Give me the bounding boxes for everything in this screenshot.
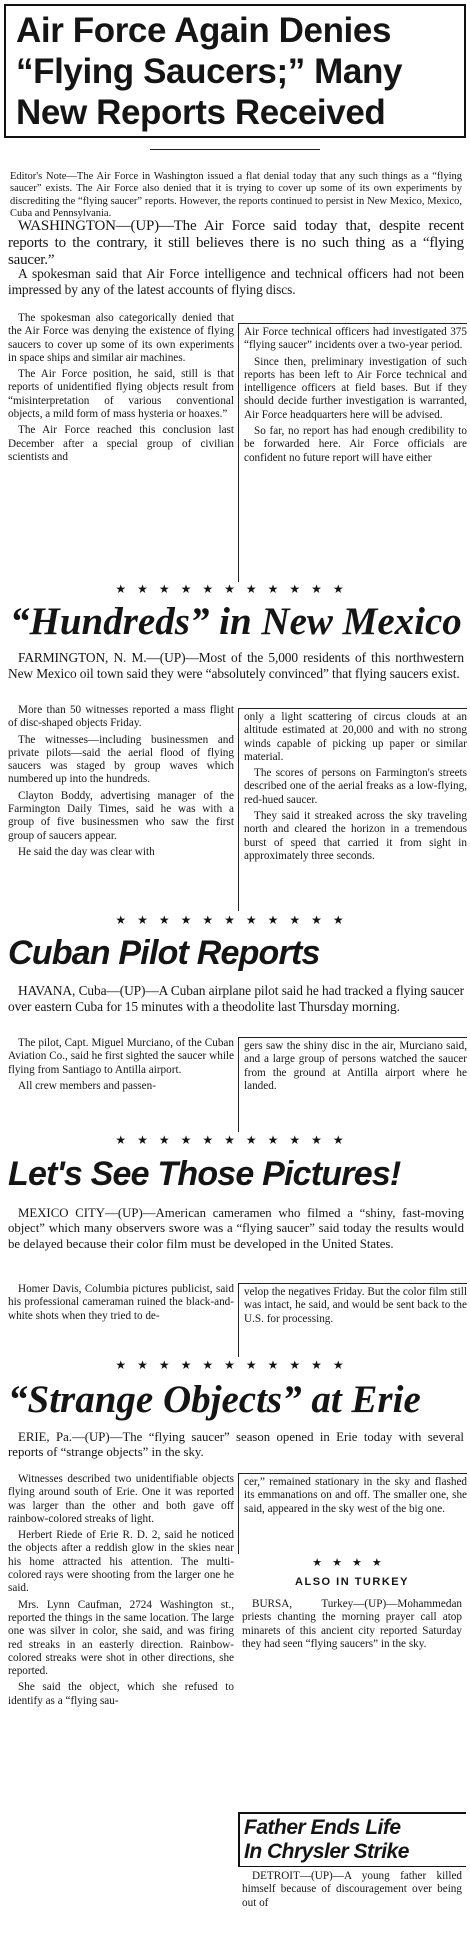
farmington-lead-para: FARMINGTON, N. M.—(UP)—Most of the 5,000 residents of this northwestern New Mexico oil town said they were “absolutely convinced” that flying saucers exist. <box>8 650 464 681</box>
article-paragraph: The Air Force position, he said, still is that reports of unidentified flying objects result from “misinterpretation of various conventional objects, a mild form of mass hysteria or hoaxes.” <box>8 368 234 421</box>
washington-right-column <box>238 323 467 582</box>
article-paragraph: Mrs. Lynn Caufman, 2724 Washington st., reported the things in the same location. The large one was silver in color, she said, and was firing red streaks in an easterly direction. Rainbow-colored streaks were shot in other directions, she reported. <box>8 1598 234 1678</box>
main-headline-line-3: New Reports Received <box>16 93 386 132</box>
article-paragraph: velop the negatives Friday. But the color film still was intact, he said, and would be sent back to the U.S. for processing. <box>244 1286 467 1325</box>
detroit-column <box>242 1870 462 1942</box>
article-paragraph: So far, no report has had enough credibility to be forwarded here. Air Force officials are confident no future report will have either <box>244 425 467 464</box>
article-paragraph: They said it streaked across the sky traveling north and cleared the horizon in a tremendous burst of speed that carried it from sight in approximately three seconds. <box>244 810 467 862</box>
washington-lead-para-2: A spokesman said that Air Force intelligence and technical officers had not been impressed by any of the latest accounts of flying discs. <box>8 266 464 297</box>
article-paragraph: BURSA, Turkey—(UP)—Mohammedan priests chanting the morning prayer call atop minarets of this ancient city reported Saturday they had seen “flying saucers” in the sky. <box>242 1598 462 1650</box>
havana-lead <box>8 983 464 1015</box>
main-headline-line-1: Air Force Again Denies <box>16 11 392 50</box>
article-paragraph: The witnesses—including businessmen and private pilots—said the aerial flood of flying saucers was staged by group waves which numbered up into the hundreds. <box>8 733 234 786</box>
erie-left-column <box>8 1473 234 1942</box>
detroit-headline-line-2: In Chrysler Strike <box>244 1840 409 1863</box>
article-paragraph: The pilot, Capt. Miguel Murciano, of the Cuban Aviation Co., said he first sighted the saucer while flying from Santiago to Antilla airport. <box>8 1037 234 1076</box>
havana-left-column <box>8 1037 234 1130</box>
washington-lead-para-1: WASHINGTON—(UP)—The Air Force said today that, despite recent reports to the contrary, it still believes there is no such thing as a “flying saucer.” <box>8 218 464 268</box>
mini-star-divider: ★★★★ <box>312 1556 392 1569</box>
article-paragraph: Since then, preliminary investigation of such reports has been left to Air Force technical and intelligence officers at field bases. But if they should decide further investigation is warranted, Air Force headquarters here will be advised. <box>244 355 467 421</box>
editors-note: Editor's Note—The Air Force in Washington issued a flat denial today that any such things as a “flying saucer” exists. The Air Force also denied that it is trying to cover up some of its own experiments by discrediting the “flying saucer” reports. However, the reports continued to persist in New Mexico, Mexico, Cuba and Pennsylvania. <box>10 170 462 220</box>
washington-lead-2 <box>8 266 464 298</box>
article-paragraph: He said the day was clear with <box>18 845 155 858</box>
article-paragraph: She said the object, which she refused to identify as a “flying sau- <box>8 1681 234 1707</box>
havana-right-column <box>238 1037 467 1132</box>
cuban-pilot-headline: Cuban Pilot Reports <box>8 934 320 972</box>
article-paragraph: Witnesses described two unidentifiable objects flying around south of Erie. One it was reported was larger than the other and both gave off rainbow-colored streaks of light. <box>8 1473 234 1525</box>
article-paragraph: cer,” remained stationary in the sky and flashed its emmanations on and off. The smaller one, she said, appeared in the sky west of the big one. <box>244 1476 467 1515</box>
new-mexico-headline: “Hundreds” in New Mexico <box>10 600 462 643</box>
star-divider: ★★★★★★★★★★★ <box>115 582 355 596</box>
farmington-lead <box>8 650 464 682</box>
main-headline <box>16 10 454 133</box>
article-paragraph: only a light scattering of circus clouds at an altitude estimated at 20,000 and with no strong winds capable of picking up paper or similar material. <box>244 711 467 763</box>
article-paragraph: DETROIT—(UP)—A young father killed himself because of discouragement over being out of <box>242 1870 462 1909</box>
detroit-headline-box <box>238 1812 466 1867</box>
article-paragraph: More than 50 witnesses reported a mass flight of disc-shaped objects Friday. <box>8 704 234 730</box>
article-paragraph: Homer Davis, Columbia pictures publicist, said his professional cameraman ruined the black-and-white shots when they tried to de- <box>8 1283 234 1322</box>
star-divider: ★★★★★★★★★★★ <box>115 1133 355 1147</box>
erie-right-column <box>238 1473 467 1554</box>
havana-lead-para: HAVANA, Cuba—(UP)—A Cuban airplane pilot said he had tracked a flying saucer over eastern Cuba for 15 minutes with a theodolite last Thursday morning. <box>8 983 464 1014</box>
mexico-city-right-column <box>238 1283 467 1357</box>
detroit-headline-line-1: Father Ends Life <box>244 1816 401 1839</box>
article-paragraph: The Air Force reached this conclusion last December after a special group of civilian scientists and <box>8 424 234 463</box>
turkey-subhead: ALSO IN TURKEY <box>295 1576 409 1588</box>
mexico-city-left-column <box>8 1283 234 1355</box>
star-divider: ★★★★★★★★★★★ <box>115 1358 355 1372</box>
farmington-right-column <box>238 708 467 911</box>
farmington-left-column <box>8 704 234 909</box>
article-paragraph: The spokesman also categorically denied that the Air Force was denying the existence of flying saucers to cover up some of its own experiments in space ships and similar air machines. <box>8 312 234 364</box>
article-paragraph: The scores of persons on Farmington's streets described one of the aerial freaks as a low-flying, red-hued saucer. <box>244 767 467 806</box>
headline-rule <box>150 149 320 150</box>
article-paragraph: Clayton Boddy, advertising manager of the Farmington Daily Times, said he was with a group of five businessmen who saw the first group of saucers appear. <box>8 789 234 842</box>
mexico-city-lead-para: MEXICO CITY—(UP)—American cameramen who filmed a “shiny, fast-moving object” which many observers swore was a “flying saucer” said today the results would be delayed because their color film must be developed in the United States. <box>8 1206 464 1251</box>
pictures-headline: Let's See Those Pictures! <box>8 1155 401 1193</box>
washington-left-column <box>8 312 234 580</box>
erie-lead-para: ERIE, Pa.—(UP)—The “flying saucer” season opened in Erie today with several reports of “strange objects” in the sky. <box>8 1430 464 1460</box>
article-paragraph: Air Force technical officers had investigated 375 “flying saucer” incidents over a two-year period. <box>244 326 467 352</box>
article-paragraph: gers saw the shiny disc in the air, Murciano said, and a large group of persons watched the saucer from the ground at Antilla airport where he landed. <box>244 1040 467 1092</box>
erie-lead <box>8 1430 464 1461</box>
mexico-city-lead <box>8 1206 464 1252</box>
article-paragraph: All crew members and passen- <box>18 1079 156 1092</box>
washington-lead <box>8 218 464 269</box>
detroit-headline <box>244 1816 462 1864</box>
main-headline-line-2: “Flying Saucers;” Many <box>16 52 403 91</box>
star-divider: ★★★★★★★★★★★ <box>115 913 355 927</box>
article-paragraph: Herbert Riede of Erie R. D. 2, said he noticed the objects after a reddish glow in the skies near his home attracted his attention. The multi-colored rays were shooting from the larger one he said. <box>8 1529 234 1595</box>
turkey-column <box>242 1598 462 1808</box>
erie-headline: “Strange Objects” at Erie <box>8 1378 421 1421</box>
main-headline-box <box>4 4 466 138</box>
